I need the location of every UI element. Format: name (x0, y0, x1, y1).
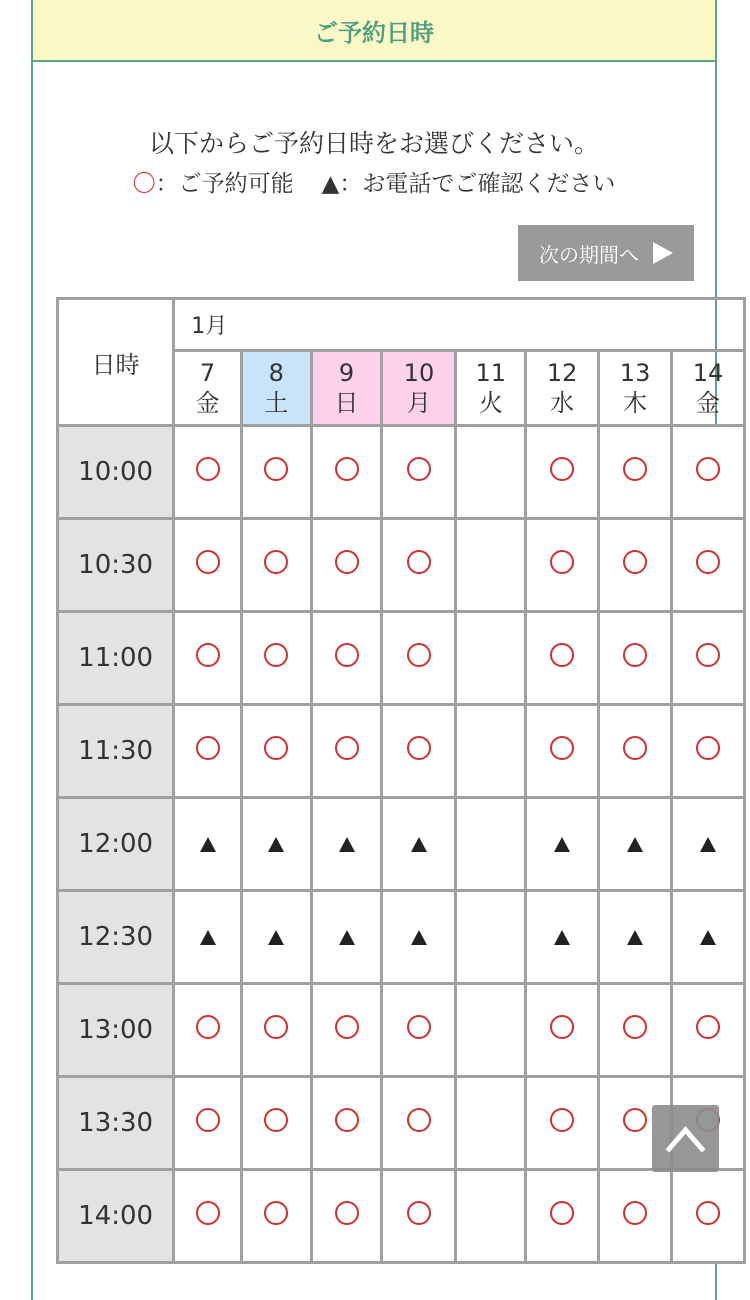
slot-cell[interactable] (311, 1077, 382, 1170)
slot-cell[interactable] (382, 426, 456, 519)
available-circle-icon[interactable] (407, 736, 431, 760)
available-circle-icon[interactable] (264, 550, 288, 574)
day-weekday: 水 (550, 389, 575, 417)
slot-cell[interactable] (599, 1170, 672, 1263)
available-circle-icon[interactable] (264, 1201, 288, 1225)
slot-cell[interactable] (311, 519, 382, 612)
table-row (58, 612, 745, 705)
available-circle-icon[interactable] (196, 1201, 220, 1225)
available-circle-icon[interactable] (550, 736, 574, 760)
slot-cell[interactable] (526, 426, 599, 519)
day-date: 14 (692, 359, 724, 387)
available-circle-icon[interactable] (623, 1015, 647, 1039)
available-circle-icon[interactable] (623, 1201, 647, 1225)
day-weekday: 金 (195, 389, 220, 417)
slot-cell[interactable] (382, 1077, 456, 1170)
slot-cell[interactable] (599, 426, 672, 519)
schedule-table-container[interactable] (56, 297, 724, 1277)
slot-cell[interactable] (382, 798, 456, 891)
table-row (58, 519, 745, 612)
available-circle-icon[interactable] (196, 643, 220, 667)
phone-triangle-icon (554, 930, 570, 945)
slot-cell (456, 426, 526, 519)
slot-cell[interactable] (526, 891, 599, 984)
slot-cell[interactable] (382, 891, 456, 984)
available-circle-icon[interactable] (335, 736, 359, 760)
slot-cell[interactable] (174, 426, 242, 519)
day-weekday: 木 (623, 389, 648, 417)
next-period-label: 次の期間へ (539, 242, 639, 267)
available-circle-icon[interactable] (264, 1015, 288, 1039)
day-weekday: 日 (334, 389, 359, 417)
slot-cell[interactable] (672, 426, 745, 519)
phone-triangle-icon (627, 837, 643, 852)
legend (33, 165, 715, 198)
available-circle-icon[interactable] (550, 457, 574, 481)
slot-cell[interactable] (526, 612, 599, 705)
table-row (58, 798, 745, 891)
day-date: 7 (199, 359, 216, 387)
day-weekday: 土 (264, 389, 289, 417)
available-circle-icon[interactable] (335, 550, 359, 574)
available-circle-icon[interactable] (550, 643, 574, 667)
slot-cell[interactable] (241, 519, 311, 612)
play-triangle-icon (653, 242, 673, 264)
available-circle-icon[interactable] (623, 1108, 647, 1132)
slot-cell[interactable] (526, 1077, 599, 1170)
available-circle-icon[interactable] (696, 1201, 720, 1225)
slot-cell[interactable] (599, 705, 672, 798)
slot-cell[interactable] (241, 1170, 311, 1263)
instruction-text: 以下からご予約日時をお選びください。 (148, 129, 599, 158)
slot-cell[interactable] (241, 798, 311, 891)
day-header (174, 351, 242, 426)
available-circle-icon[interactable] (196, 550, 220, 574)
slot-cell[interactable] (672, 519, 745, 612)
table-row (58, 891, 745, 984)
slot-cell[interactable] (241, 426, 311, 519)
table-row (58, 1170, 745, 1263)
table-row (58, 984, 745, 1077)
table-row (58, 1077, 745, 1170)
available-circle-icon[interactable] (335, 457, 359, 481)
slot-cell[interactable] (599, 798, 672, 891)
available-circle-icon[interactable] (696, 1015, 720, 1039)
slot-cell[interactable] (672, 1170, 745, 1263)
slot-cell (456, 519, 526, 612)
time-label: 12:30 (58, 891, 174, 984)
slot-cell (456, 705, 526, 798)
slot-cell[interactable] (241, 705, 311, 798)
available-circle-icon[interactable] (623, 550, 647, 574)
day-header (526, 351, 599, 426)
slot-cell[interactable] (241, 984, 311, 1077)
day-header (599, 351, 672, 426)
available-circle-icon[interactable] (550, 1108, 574, 1132)
day-header (456, 351, 526, 426)
phone-triangle-icon (700, 930, 716, 945)
phone-triangle-icon (200, 930, 216, 945)
slot-cell[interactable] (382, 1170, 456, 1263)
available-circle-icon[interactable] (623, 643, 647, 667)
slot-cell[interactable] (241, 612, 311, 705)
slot-cell[interactable] (174, 612, 242, 705)
day-weekday: 火 (478, 389, 503, 417)
slot-cell[interactable] (672, 891, 745, 984)
next-period-button[interactable] (518, 225, 694, 281)
phone-triangle-icon (411, 930, 427, 945)
available-circle-icon[interactable] (407, 1201, 431, 1225)
available-circle-icon[interactable] (407, 457, 431, 481)
slot-cell[interactable] (599, 891, 672, 984)
slot-cell[interactable] (526, 519, 599, 612)
slot-cell[interactable] (526, 705, 599, 798)
time-label: 10:00 (58, 426, 174, 519)
phone-triangle-icon (627, 930, 643, 945)
available-circle-icon[interactable] (407, 1015, 431, 1039)
available-circle-icon[interactable] (550, 1201, 574, 1225)
phone-label: ：お電話でご確認ください (339, 171, 616, 197)
slot-cell[interactable] (174, 984, 242, 1077)
day-date: 12 (546, 359, 578, 387)
phone-triangle-icon (268, 930, 284, 945)
day-header (311, 351, 382, 426)
slot-cell[interactable] (599, 519, 672, 612)
available-circle-icon[interactable] (196, 1108, 220, 1132)
slot-cell (456, 612, 526, 705)
available-circle-icon[interactable] (335, 1108, 359, 1132)
slot-cell[interactable] (311, 612, 382, 705)
slot-cell[interactable] (599, 984, 672, 1077)
available-circle-icon[interactable] (696, 643, 720, 667)
slot-cell[interactable] (672, 984, 745, 1077)
slot-cell[interactable] (382, 984, 456, 1077)
scroll-to-top-button[interactable] (652, 1105, 719, 1172)
phone-triangle-icon (268, 837, 284, 852)
available-circle-icon[interactable] (407, 643, 431, 667)
available-circle-icon[interactable] (550, 550, 574, 574)
available-circle-icon[interactable] (196, 457, 220, 481)
slot-cell[interactable] (672, 798, 745, 891)
time-label: 13:30 (58, 1077, 174, 1170)
available-circle-icon[interactable] (264, 1108, 288, 1132)
phone-triangle-icon (339, 930, 355, 945)
slot-cell[interactable] (382, 705, 456, 798)
phone-symbol: ▲ (321, 171, 340, 197)
phone-triangle-icon (700, 837, 716, 852)
day-header (241, 351, 311, 426)
available-circle-icon[interactable] (335, 1201, 359, 1225)
slot-cell[interactable] (174, 705, 242, 798)
slot-cell (456, 891, 526, 984)
slot-cell (456, 798, 526, 891)
slot-cell[interactable] (311, 798, 382, 891)
slot-cell[interactable] (174, 798, 242, 891)
available-circle-icon[interactable] (335, 1015, 359, 1039)
time-label: 13:00 (58, 984, 174, 1077)
day-date: 8 (268, 359, 284, 387)
table-row (58, 426, 745, 519)
day-weekday: 金 (696, 389, 721, 417)
slot-cell[interactable] (174, 519, 242, 612)
slot-cell[interactable] (311, 705, 382, 798)
table-row (58, 705, 745, 798)
day-date: 9 (338, 359, 355, 387)
available-circle-icon[interactable] (696, 550, 720, 574)
slot-cell[interactable] (526, 984, 599, 1077)
time-label: 10:30 (58, 519, 174, 612)
available-circle-icon[interactable] (407, 1108, 431, 1132)
available-circle-icon[interactable] (264, 457, 288, 481)
day-header (672, 351, 745, 426)
slot-cell[interactable] (311, 984, 382, 1077)
phone-triangle-icon (339, 837, 355, 852)
slot-cell[interactable] (526, 1170, 599, 1263)
available-circle-icon[interactable] (335, 643, 359, 667)
available-circle-icon[interactable] (623, 736, 647, 760)
schedule-table (56, 297, 746, 1264)
available-circle-icon[interactable] (407, 550, 431, 574)
slot-cell[interactable] (174, 891, 242, 984)
month-label: 1月 (174, 299, 745, 351)
slot-cell[interactable] (311, 1170, 382, 1263)
slot-cell[interactable] (174, 1077, 242, 1170)
time-label: 11:30 (58, 705, 174, 798)
slot-cell[interactable] (382, 612, 456, 705)
day-date: 13 (619, 359, 651, 387)
phone-triangle-icon (200, 837, 216, 852)
available-circle-icon[interactable] (196, 736, 220, 760)
time-label: 12:00 (58, 798, 174, 891)
available-circle-icon[interactable] (264, 736, 288, 760)
available-label: ：ご予約可能 (155, 171, 294, 197)
slot-cell[interactable] (672, 612, 745, 705)
slot-cell (456, 1077, 526, 1170)
phone-triangle-icon (554, 837, 570, 852)
slot-cell[interactable] (526, 798, 599, 891)
available-circle-icon[interactable] (196, 1015, 220, 1039)
day-weekday: 月 (406, 389, 431, 417)
available-circle-icon[interactable] (550, 1015, 574, 1039)
day-date: 11 (475, 359, 507, 387)
slot-cell[interactable] (311, 891, 382, 984)
available-circle-icon[interactable] (264, 643, 288, 667)
slot-cell[interactable] (241, 891, 311, 984)
slot-cell[interactable] (599, 612, 672, 705)
slot-cell[interactable] (241, 1077, 311, 1170)
slot-cell (456, 1170, 526, 1263)
available-circle-icon[interactable] (623, 457, 647, 481)
slot-cell[interactable] (672, 705, 745, 798)
slot-cell[interactable] (382, 519, 456, 612)
available-symbol: 〇 (132, 171, 156, 197)
panel-title: ご予約日時 (33, 0, 715, 62)
slot-cell[interactable] (174, 1170, 242, 1263)
available-circle-icon[interactable] (696, 736, 720, 760)
chevron-up-icon (652, 1105, 719, 1172)
day-date: 10 (403, 359, 435, 387)
day-header (382, 351, 456, 426)
phone-triangle-icon (411, 837, 427, 852)
time-label: 11:00 (58, 612, 174, 705)
time-label: 14:00 (58, 1170, 174, 1263)
slot-cell[interactable] (311, 426, 382, 519)
available-circle-icon[interactable] (696, 457, 720, 481)
slot-cell (456, 984, 526, 1077)
corner-label: 日時 (58, 299, 174, 426)
